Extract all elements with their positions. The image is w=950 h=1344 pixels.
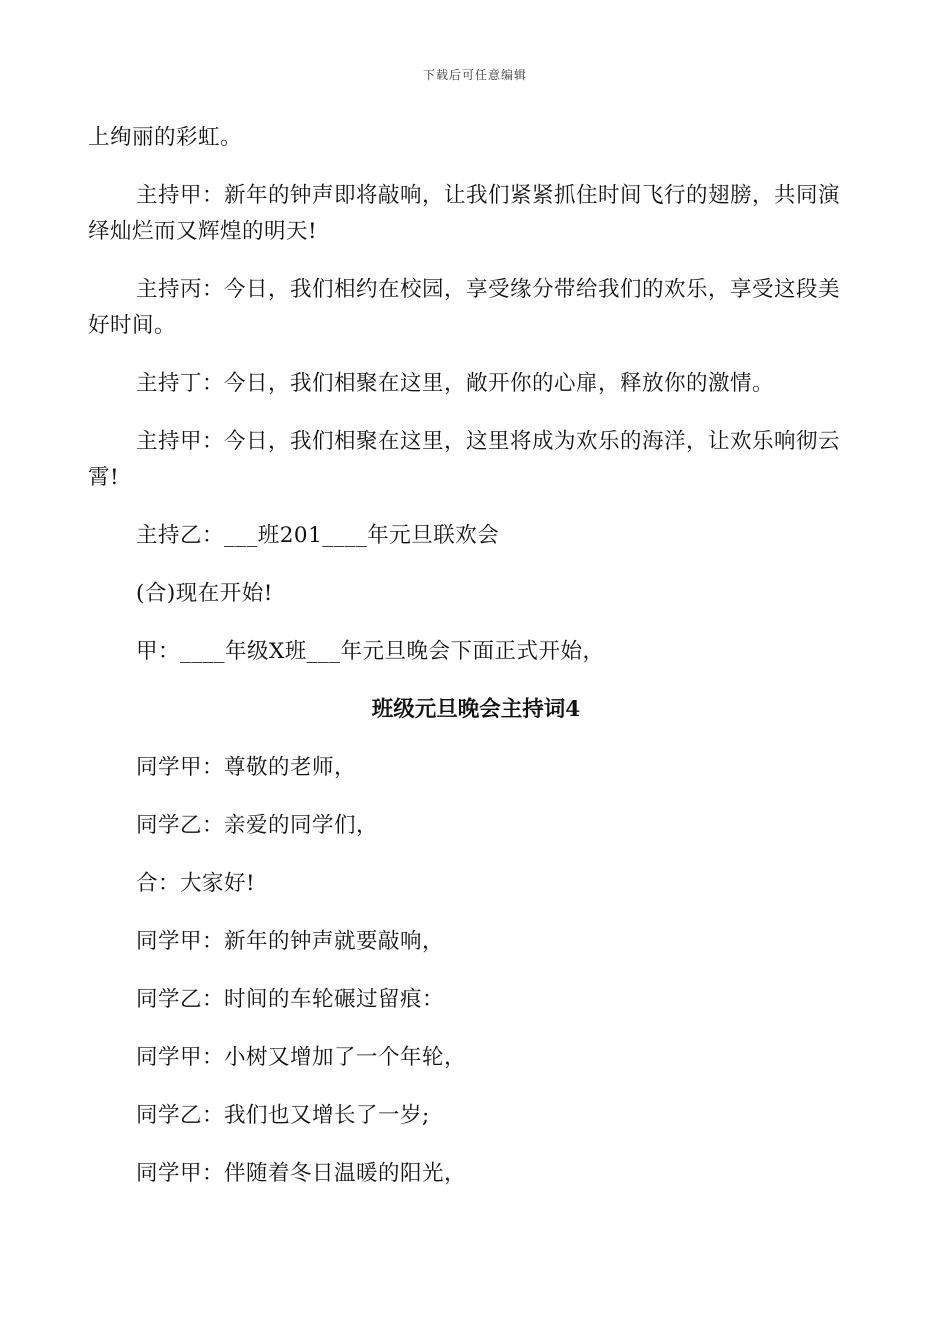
paragraph: 同学甲：伴随着冬日温暖的阳光， [136, 1161, 467, 1186]
paragraph: 同学乙：时间的车轮碾过留痕： [136, 987, 445, 1012]
paragraph: 主持甲：新年的钟声即将敲响，让我们紧紧抓住时间飞行的翅膀，共同演绎灿烂而又辉煌的明天! [88, 183, 841, 244]
body-text [88, 120, 852, 1214]
paragraph: 甲：____年级X班___年元旦晚会下面正式开始， [136, 639, 605, 664]
paragraph: (合)现在开始! [136, 581, 273, 606]
paragraph: 同学甲：小树又增加了一个年轮， [136, 1045, 467, 1070]
header-note: 下载后可任意编辑 [422, 68, 527, 82]
paragraph: 主持丙：今日，我们相约在校园，享受缘分带给我们的欢乐，享受这段美好时间。 [88, 277, 841, 338]
paragraph: 主持乙：___班201____年元旦联欢会 [136, 523, 500, 548]
paragraph: 主持甲：今日，我们相聚在这里，这里将成为欢乐的海洋，让欢乐响彻云霄! [88, 429, 841, 490]
section-title: 班级元旦晚会主持词4 [371, 697, 581, 722]
paragraph: 同学乙：亲爱的同学们， [136, 813, 379, 838]
paragraph: 同学甲：新年的钟声就要敲响， [136, 929, 445, 954]
paragraph: 同学乙：我们也又增长了一岁; [136, 1103, 430, 1128]
paragraph: 主持丁：今日，我们相聚在这里，敞开你的心扉，释放你的激情。 [136, 371, 775, 396]
paragraph: 上绚丽的彩虹。 [88, 125, 243, 150]
paragraph: 合：大家好! [136, 871, 256, 896]
paragraph: 同学甲：尊敬的老师， [136, 755, 357, 780]
